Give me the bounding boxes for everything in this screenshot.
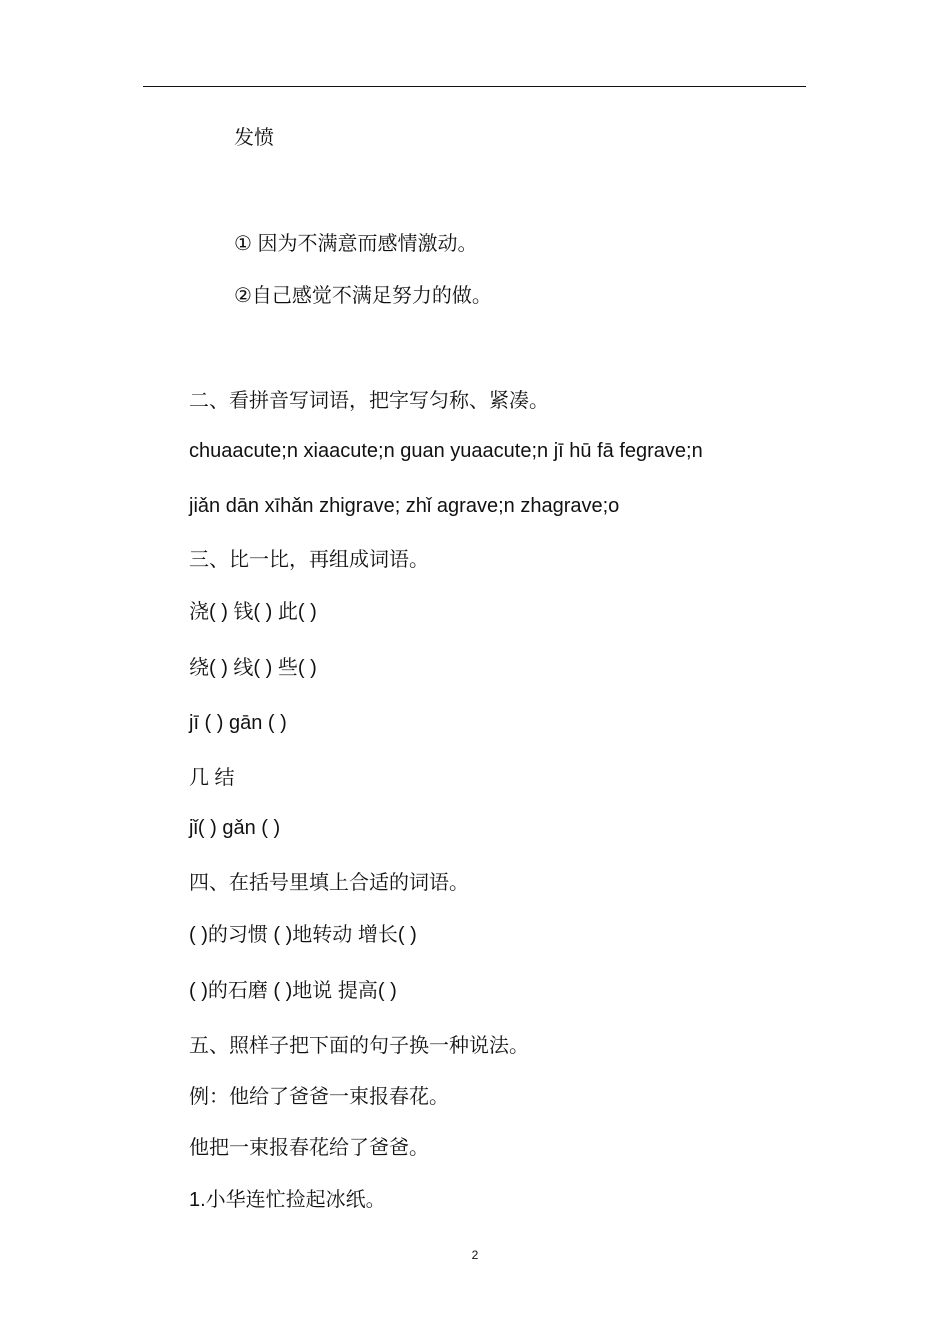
pinyin-row-2: jǐ( ) gǎn ( ) [189,817,281,839]
characters-row: 几 结 [189,767,235,789]
section-4-heading: 四、在括号里填上合适的词语。 [189,872,469,894]
header-rule [143,86,806,87]
definition-2: ②自己感觉不满足努力的做。 [234,285,492,307]
section-3-heading: 三、比一比，再组成词语。 [189,549,429,571]
definition-1: ① 因为不满意而感情激动。 [234,233,478,255]
section-5-heading: 五、照样子把下面的句子换一种说法。 [189,1035,529,1057]
pinyin-line-2: jiǎn dān xīhǎn zhigrave; zhǐ agrave;n zhagrave;o [189,495,620,517]
pinyin-line-1: chuaacute;n xiaacute;n guan yuaacute;n jī hū fā fegrave;n [189,440,703,462]
fill-row-2: ( )的石磨 ( )地说 提高( ) [189,980,397,1002]
compare-row-1: 浇( ) 钱( ) 此( ) [189,601,317,623]
page-number: 2 [471,1248,479,1262]
example-answer: 他把一束报春花给了爸爸。 [189,1137,429,1159]
example-sentence: 例：他给了爸爸一束报春花。 [189,1086,449,1108]
fill-row-1: ( )的习惯 ( )地转动 增长( ) [189,924,417,946]
section-2-heading: 二、看拼音写词语，把字写匀称、紧凑。 [189,390,549,412]
exercise-1: 1.小华连忙捡起冰纸。 [189,1189,386,1211]
compare-row-2: 绕( ) 线( ) 些( ) [189,657,317,679]
pinyin-row-1: jī ( ) gān ( ) [189,712,287,734]
word-heading: 发愤 [234,127,274,149]
